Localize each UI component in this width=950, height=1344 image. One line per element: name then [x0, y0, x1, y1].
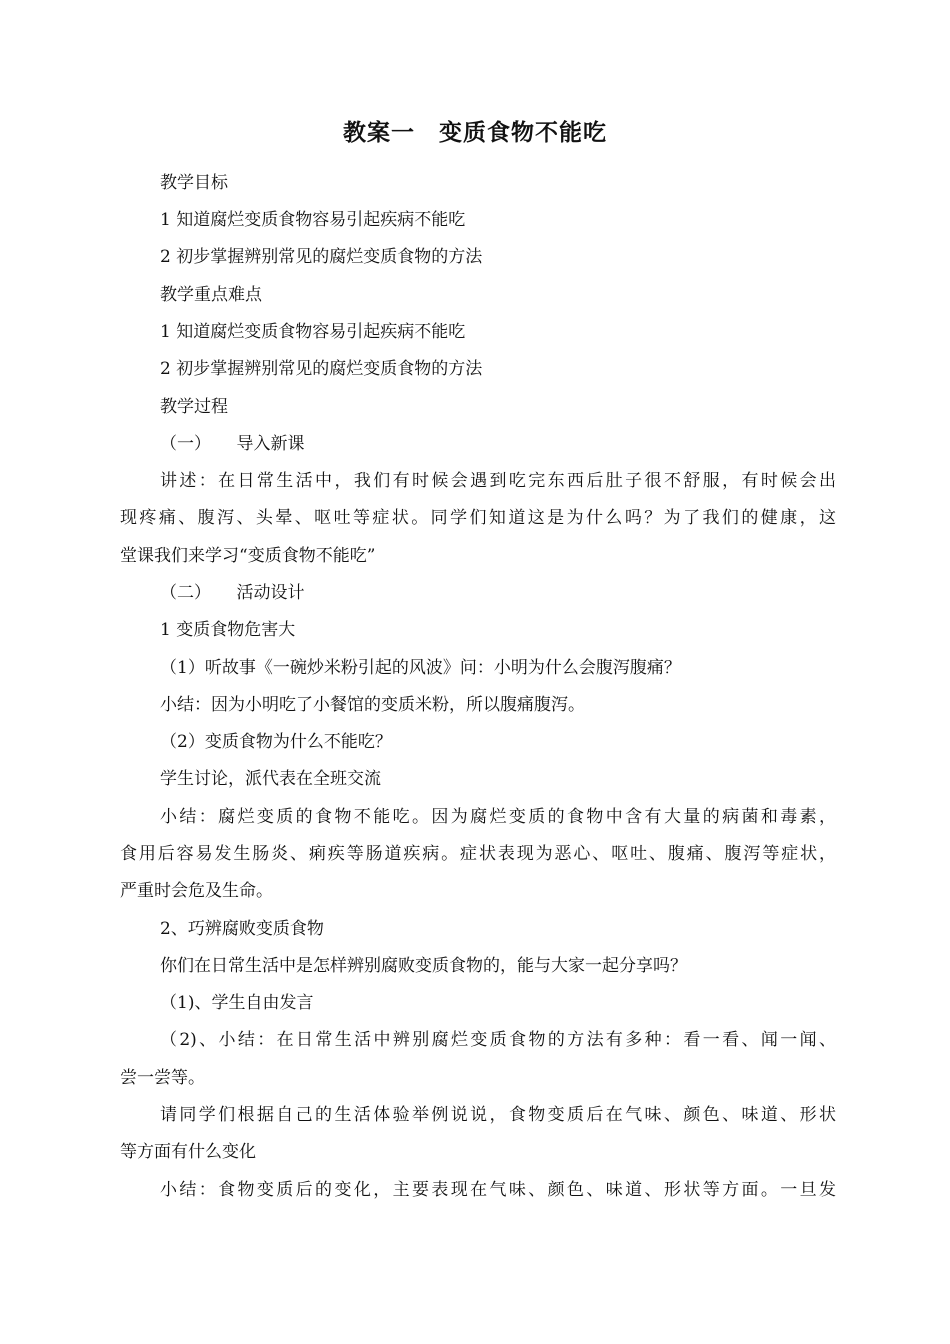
- section-heading-2: （二） 活动设计: [160, 583, 305, 603]
- page-title: 教案一 变质食物不能吃: [343, 120, 607, 146]
- paragraph-line: 你们在日常生活中是怎样辨别腐败变质食物的，能与大家一起分享吗？: [160, 956, 687, 976]
- paragraph-line: 堂课我们来学习“变质食物不能吃”: [120, 546, 376, 566]
- section-heading-1: （一） 导入新课: [160, 434, 305, 454]
- key-point-1: 1 知道腐烂变质食物容易引起疾病不能吃: [160, 322, 466, 342]
- paragraph-line: 严重时会危及生命。: [120, 881, 273, 901]
- goal-item-1: 1 知道腐烂变质食物容易引起疾病不能吃: [160, 210, 466, 230]
- heading-key-points: 教学重点难点: [160, 285, 262, 305]
- paragraph-line: 现疼痛、腹泻、头晕、呕吐等症状。同学们知道这是为什么吗？为了我们的健康，这: [120, 508, 836, 528]
- heading-teaching-process: 教学过程: [160, 397, 228, 417]
- paragraph-line: 学生讨论，派代表在全班交流: [160, 769, 381, 789]
- heading-teaching-goals: 教学目标: [160, 173, 228, 193]
- paragraph-line: 尝一尝等。: [120, 1068, 205, 1088]
- paragraph-line: 小结：食物变质后的变化，主要表现在气味、颜色、味道、形状等方面。一旦发: [160, 1180, 836, 1200]
- goal-item-2: 2 初步掌握辨别常见的腐烂变质食物的方法: [160, 247, 483, 267]
- paragraph-line: 讲述：在日常生活中，我们有时候会遇到吃完东西后肚子很不舒服，有时候会出: [160, 471, 836, 491]
- paragraph-line: （1）听故事《一碗炒米粉引起的风波》问：小明为什么会腹泻腹痛？: [160, 658, 681, 678]
- paragraph-line: （1)、学生自由发言: [160, 993, 314, 1013]
- paragraph-line: 小结：因为小明吃了小餐馆的变质米粉，所以腹痛腹泻。: [160, 695, 585, 715]
- key-point-2: 2 初步掌握辨别常见的腐烂变质食物的方法: [160, 359, 483, 379]
- paragraph-line: （2）变质食物为什么不能吃？: [160, 732, 392, 752]
- paragraph-line: 等方面有什么变化: [120, 1142, 256, 1162]
- subheading-1: 1 变质食物危害大: [160, 620, 296, 640]
- paragraph-line: （2)、小结：在日常生活中辨别腐烂变质食物的方法有多种：看一看、闻一闻、: [160, 1030, 836, 1050]
- paragraph-line: 小结：腐烂变质的食物不能吃。因为腐烂变质的食物中含有大量的病菌和毒素，: [160, 807, 836, 827]
- subheading-2: 2、巧辨腐败变质食物: [160, 919, 324, 939]
- paragraph-line: 食用后容易发生肠炎、痢疾等肠道疾病。症状表现为恶心、呕吐、腹痛、腹泻等症状，: [120, 844, 836, 864]
- paragraph-line: 请同学们根据自己的生活体验举例说说，食物变质后在气味、颜色、味道、形状: [160, 1105, 836, 1125]
